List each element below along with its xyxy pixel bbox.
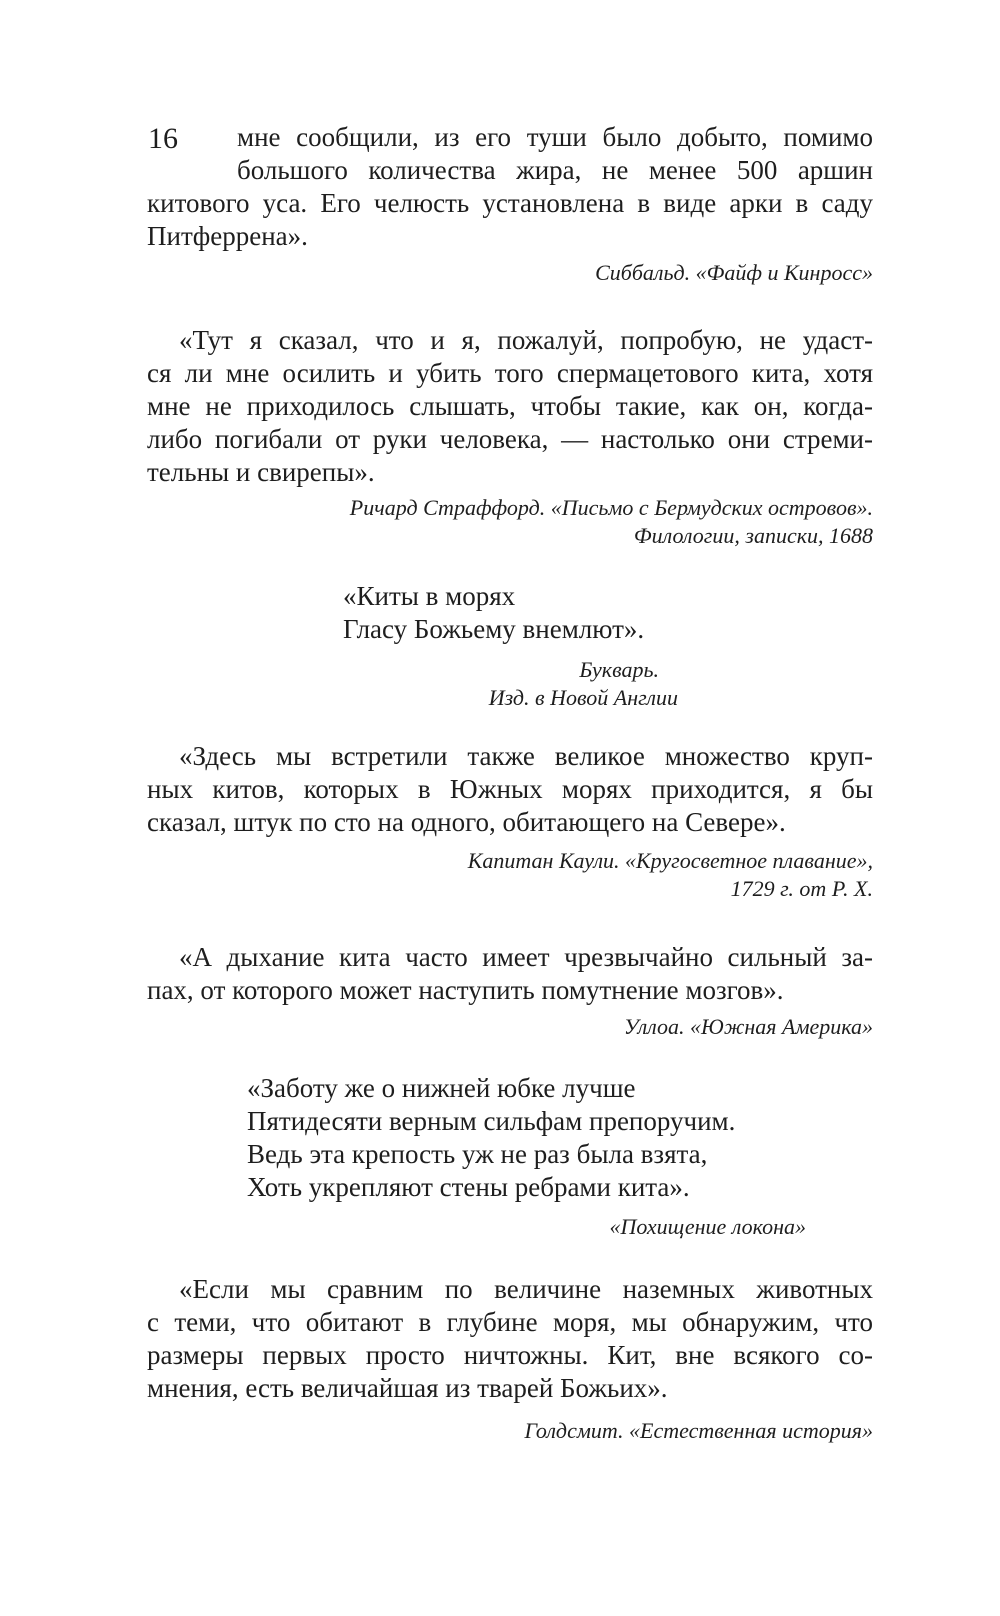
attribution-strafford-1: Ричард Страффорд. «Письмо с Бермудских островов».: [349, 495, 873, 520]
quote-strafford: [147, 324, 873, 489]
quote-line: сказал, штук по сто на одного, обитающего на Севере».: [147, 807, 786, 837]
verse-line: «Киты в морях: [343, 581, 516, 611]
quote-line: большого количества жира, не менее 500 аршин: [237, 155, 873, 185]
attribution-primer-1: Букварь.: [579, 657, 659, 682]
quote-primer: [343, 580, 644, 646]
quote-line: ных китов, которых в Южных морях приходится, я бы: [147, 774, 873, 804]
quote-line: с теми, что обитают в глубине моря, мы обнаружим, что: [147, 1307, 873, 1337]
verse-line: Пятидесяти верным сильфам препоручим.: [247, 1106, 736, 1136]
quote-line: «А дыхание кита часто имеет чрезвычайно сильный за-: [179, 942, 873, 972]
verse-line: Гласу Божьему внемлют».: [343, 614, 645, 644]
quote-cowley: [147, 740, 873, 839]
quote-line: ся ли мне осилить и убить того спермацетового кита, хотя: [147, 358, 873, 388]
quote-line: «Тут я сказал, что и я, пожалуй, попробую, не удаст-: [179, 325, 873, 355]
quote-line: мне не приходилось слышать, чтобы такие, как он, когда-: [147, 391, 873, 421]
quote-line: размеры первых просто ничтожны. Кит, вне всякого со-: [147, 1340, 873, 1370]
verse-line: «Заботу же о нижней юбке лучше: [247, 1073, 636, 1103]
verse-line: Хоть укрепляют стены ребрами кита».: [247, 1172, 690, 1202]
attribution-rape-of-the-lock: «Похищение локона»: [609, 1214, 806, 1239]
verse-line: Ведь эта крепость уж не раз была взята,: [247, 1139, 708, 1169]
quote-line: мнения, есть величайшая из тварей Божьих».: [147, 1373, 668, 1403]
page-number: 16: [148, 122, 178, 155]
quote-ulloa: [147, 941, 873, 1007]
quote-goldsmith: [147, 1273, 873, 1405]
quote-line: «Если мы сравним по величине наземных животных: [179, 1274, 873, 1304]
quote-line: Питферрена».: [147, 221, 308, 251]
quote-line: китового уса. Его челюсть установлена в виде арки в саду: [147, 188, 873, 218]
quote-rape-of-the-lock: [247, 1072, 735, 1204]
quote-line: либо погибали от руки человека, — настолько они стреми-: [147, 424, 873, 454]
quote-line: мне сообщили, из его туши было добыто, помимо: [237, 122, 873, 152]
attribution-sibbald: Сиббальд. «Файф и Кинросс»: [595, 260, 873, 285]
attribution-primer-2: Изд. в Новой Англии: [488, 685, 678, 710]
attribution-goldsmith: Голдсмит. «Естественная история»: [524, 1418, 873, 1443]
quote-line: тельны и свирепы».: [147, 457, 375, 487]
attribution-ulloa: Уллоа. «Южная Америка»: [623, 1014, 873, 1039]
quote-line: пах, от которого может наступить помутнение мозгов».: [147, 975, 784, 1005]
attribution-strafford-2: Филологии, записки, 1688: [633, 523, 873, 548]
attribution-cowley-1: Капитан Каули. «Кругосветное плавание»,: [467, 848, 873, 873]
quote-line: «Здесь мы встретили также великое множество круп-: [179, 741, 873, 771]
quote-sibbald: [147, 121, 873, 253]
attribution-cowley-2: 1729 г. от Р. Х.: [730, 876, 873, 901]
